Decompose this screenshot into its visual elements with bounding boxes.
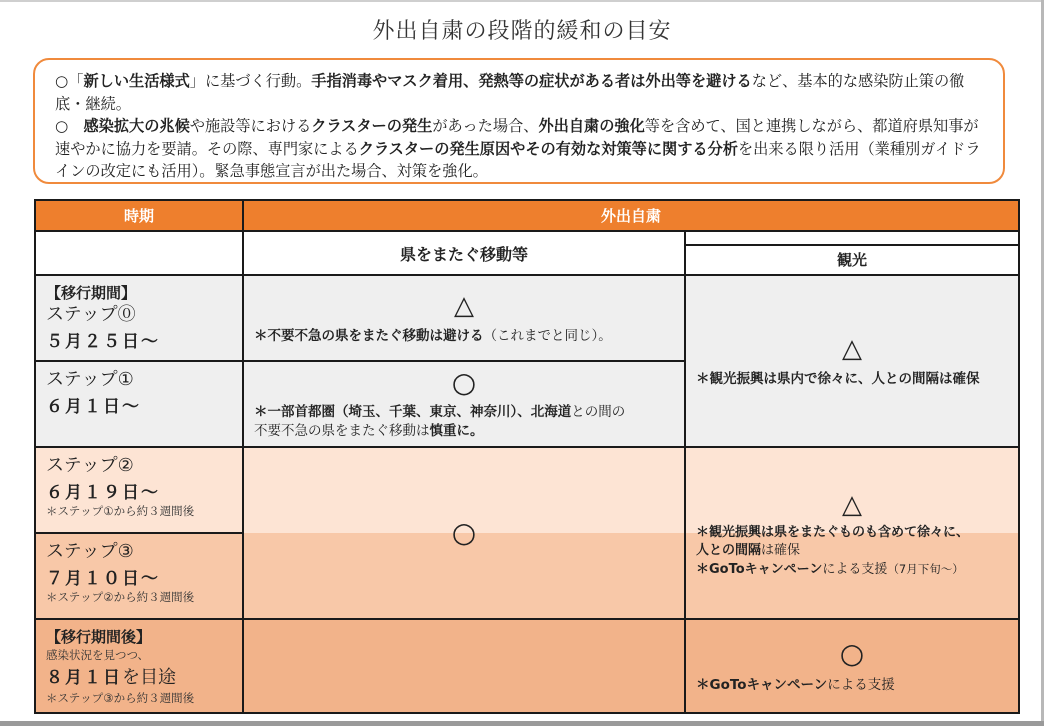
note-bold: クラスターの発生	[311, 117, 433, 135]
note-text: があった場合、	[432, 117, 539, 135]
period-step: ステップ①	[46, 369, 134, 390]
pref-cell-after	[243, 619, 685, 713]
period-date: ５月２５日〜	[46, 332, 160, 352]
note-text: ○	[55, 117, 84, 135]
period-date-suffix: を目途	[122, 667, 176, 688]
note-box	[33, 58, 1005, 184]
subheader-tourism-cell	[685, 231, 1019, 275]
circle-mark: ○	[451, 366, 477, 399]
subheader-tourism: 観光	[686, 244, 1018, 274]
tourism-desc-b	[686, 524, 1018, 579]
pref-desc-step1	[244, 403, 684, 441]
tourism-cell-a	[685, 275, 1019, 447]
tourism-cell-c	[685, 619, 1019, 713]
tourism-desc-text: による支援	[822, 562, 888, 577]
table-row-step0	[35, 275, 1019, 361]
note-bold: 新しい生活様式	[83, 72, 190, 90]
tourism-desc-text: は確保	[761, 543, 801, 558]
note-text: ○「	[55, 72, 84, 90]
pref-desc-text: （これまでと同じ）。	[483, 327, 612, 344]
period-prefix: 感染状況を見つつ、	[46, 648, 150, 662]
subheader-prefecture: 県をまたぐ移動等	[243, 231, 685, 275]
note-line-2	[55, 115, 989, 183]
period-step1	[35, 361, 243, 447]
note-text: 」に基づく行動。	[189, 72, 312, 90]
tourism-desc-bold: 人との間隔	[696, 543, 762, 558]
period-date: ７月１０日〜	[46, 569, 160, 589]
pref-desc-bold: ＊一部首都圏（埼玉、千葉、東京、神奈川）、北海道	[254, 404, 572, 420]
triangle-mark: △	[454, 290, 474, 321]
header-outing: 外出自粛	[243, 200, 1019, 231]
relaxation-table	[34, 199, 1020, 714]
tourism-desc-c	[686, 676, 1018, 695]
note-text: など、基本的な感染防止策の徹底・継続。	[55, 72, 965, 113]
triangle-mark: △	[842, 333, 862, 364]
page-title: 外出自粛の段階的緩和の目安	[372, 19, 672, 44]
table-row-step2	[35, 447, 1019, 533]
period-step0	[35, 275, 243, 361]
triangle-mark: △	[842, 490, 862, 520]
frame-top	[0, 0, 1044, 2]
tourism-desc-bold: ＊GoToキャンペーン	[696, 676, 828, 693]
pref-desc-step0	[244, 327, 684, 346]
note-text: を出来る限り活用（業種別ガイドラインの改定にも活用）。緊急事態宣言が出た場合、対策を強化。	[55, 139, 981, 180]
period-step: ステップ②	[46, 455, 134, 476]
pref-cell-step0	[243, 275, 685, 361]
note-text: 等を含めて、国と連携しながら、都道府県知事が速やかに協力を要請。その際、専門家による	[55, 117, 979, 158]
period-date: ６月１日〜	[46, 397, 141, 417]
period-label: 【移行期間後】	[46, 628, 152, 646]
tourism-b-mark-wrap	[686, 448, 1018, 520]
period-date-line	[46, 663, 232, 690]
pref-desc-text: との間の	[571, 404, 626, 420]
tourism-desc-bold: ＊GoToキャンペーン	[696, 562, 823, 577]
tourism-desc-text: による支援	[827, 676, 895, 693]
period-date: ８月１日	[46, 668, 122, 688]
tourism-cell-b	[685, 447, 1019, 619]
note-text: や施設等における	[189, 117, 312, 135]
pref-desc-bold: 慎重に。	[429, 423, 484, 439]
subheader-empty	[35, 231, 243, 275]
pref-cell-step1	[243, 361, 685, 447]
period-after	[35, 619, 243, 713]
table-subheader-row	[35, 231, 1019, 275]
tourism-desc-small: （7月下旬〜）	[887, 562, 964, 576]
period-step2	[35, 447, 243, 533]
circle-mark: ○	[451, 516, 477, 549]
pref-cell-step23	[243, 447, 685, 619]
period-step3	[35, 533, 243, 619]
frame-bottom	[0, 721, 1044, 726]
period-note: ＊ステップ③から約３週間後	[46, 691, 195, 705]
table-row-after	[35, 619, 1019, 713]
circle-mark: ○	[839, 636, 865, 670]
period-date: ６月１９日〜	[46, 483, 160, 503]
note-bold: 感染拡大の兆候	[83, 117, 190, 135]
header-period: 時期	[35, 200, 243, 231]
pref-desc-bold: ＊不要不急の県をまたぐ移動は避ける	[254, 327, 484, 344]
note-bold: 手指消毒やマスク着用、発熱等の症状がある者は外出等を避ける	[311, 72, 752, 90]
period-note: ＊ステップ②から約３週間後	[46, 590, 195, 604]
table-header-row	[35, 200, 1019, 231]
period-note: ＊ステップ①から約３週間後	[46, 504, 195, 518]
pref-desc-text: 不要不急の県をまたぐ移動は	[254, 423, 430, 439]
note-bold: クラスターの発生原因やその有効な対策等に関する分析	[358, 139, 738, 158]
period-step: ステップ⓪	[46, 304, 136, 325]
note-line-1	[55, 70, 989, 115]
tourism-desc-bold: ＊観光振興は県をまたぐものも含めて徐々に、	[696, 525, 970, 540]
period-step: ステップ③	[46, 541, 134, 562]
period-label: 【移行期間】	[46, 284, 137, 302]
note-bold: 外出自粛の強化	[538, 117, 645, 135]
tourism-desc-a: ＊観光振興は県内で徐々に、人との間隔は確保	[696, 370, 980, 387]
